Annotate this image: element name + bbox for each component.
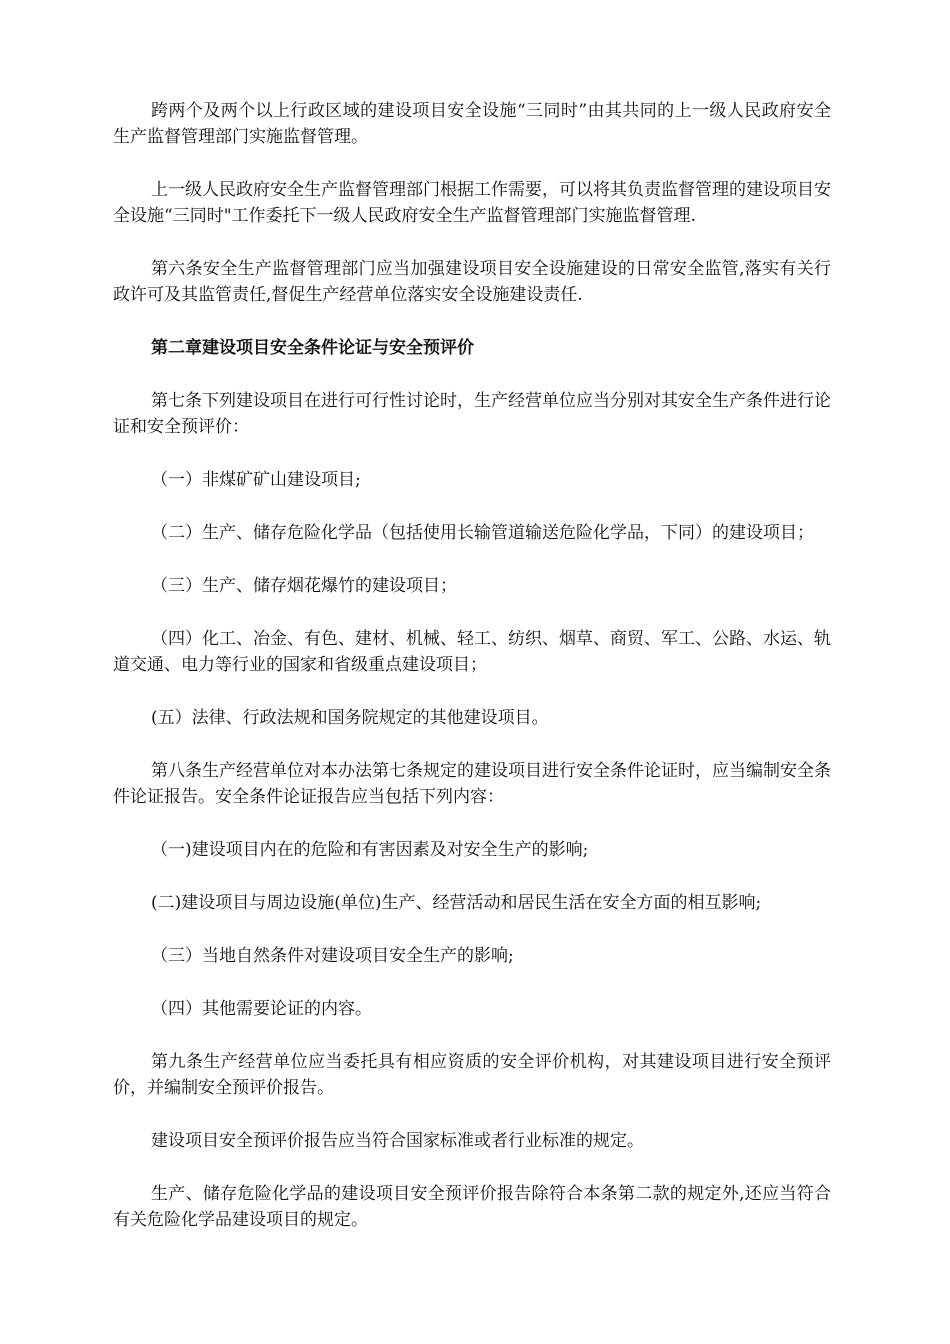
article-7-item-5: (五）法律、行政法规和国务院规定的其他建设项目。 — [151, 708, 549, 728]
article-7-item-4: （四）化工、冶金、有色、建材、机械、轻工、纺织、烟草、商贸、军工、公路、水运、轨道交通、电力等行业的国家和省级重点建设项目； — [113, 629, 831, 675]
article-8-item-1: （一)建设项目内在的危险和有害因素及对安全生产的影响; — [151, 840, 589, 860]
paragraph-article-7: 第七条下列建设项目在进行可行性讨论时，生产经营单位应当分别对其安全生产条件进行论证和安全预评价： — [113, 391, 831, 437]
chapter-2-heading: 第二章建设项目安全条件论证与安全预评价 — [151, 338, 474, 358]
article-7-item-2: （二）生产、储存危险化学品（包括使用长输管道输送危险化学品，下同）的建设项目； — [151, 523, 814, 543]
article-8-item-4: （四）其他需要论证的内容。 — [151, 999, 372, 1019]
paragraph-hazardous-chemicals: 生产、储存危险化学品的建设项目安全预评价报告除符合本条第二款的规定外,还应当符合有关危险化学品建设项目的规定。 — [113, 1184, 831, 1230]
paragraph-article-8: 第八条生产经营单位对本办法第七条规定的建设项目进行安全条件论证时，应当编制安全条件论证报告。安全条件论证报告应当包括下列内容： — [113, 761, 831, 807]
document-body — [113, 98, 831, 1260]
article-7-item-1: （一）非煤矿矿山建设项目; — [151, 470, 361, 490]
paragraph-prereport-standards: 建设项目安全预评价报告应当符合国家标准或者行业标准的规定。 — [151, 1131, 644, 1151]
paragraph-article-6: 第六条安全生产监督管理部门应当加强建设项目安全设施建设的日常安全监管,落实有关行政许可及其监管责任,督促生产经营单位落实安全设施建设责任. — [113, 259, 831, 305]
paragraph-cross-region-supervision: 跨两个及两个以上行政区域的建设项目安全设施“三同时”由其共同的上一级人民政府安全生产监督管理部门实施监督管理。 — [113, 101, 831, 147]
article-7-item-3: （三）生产、储存烟花爆竹的建设项目； — [151, 576, 457, 596]
paragraph-article-9: 第九条生产经营单位应当委托具有相应资质的安全评价机构，对其建设项目进行安全预评价，并编制安全预评价报告。 — [113, 1052, 831, 1098]
paragraph-delegation: 上一级人民政府安全生产监督管理部门根据工作需要，可以将其负责监督管理的建设项目安全设施“三同时"工作委托下一级人民政府安全生产监督管理部门实施监督管理. — [113, 180, 831, 226]
article-8-item-3: （三）当地自然条件对建设项目安全生产的影响; — [151, 946, 514, 966]
article-8-item-2: (二)建设项目与周边设施(单位)生产、经营活动和居民生活在安全方面的相互影响; — [151, 893, 762, 913]
